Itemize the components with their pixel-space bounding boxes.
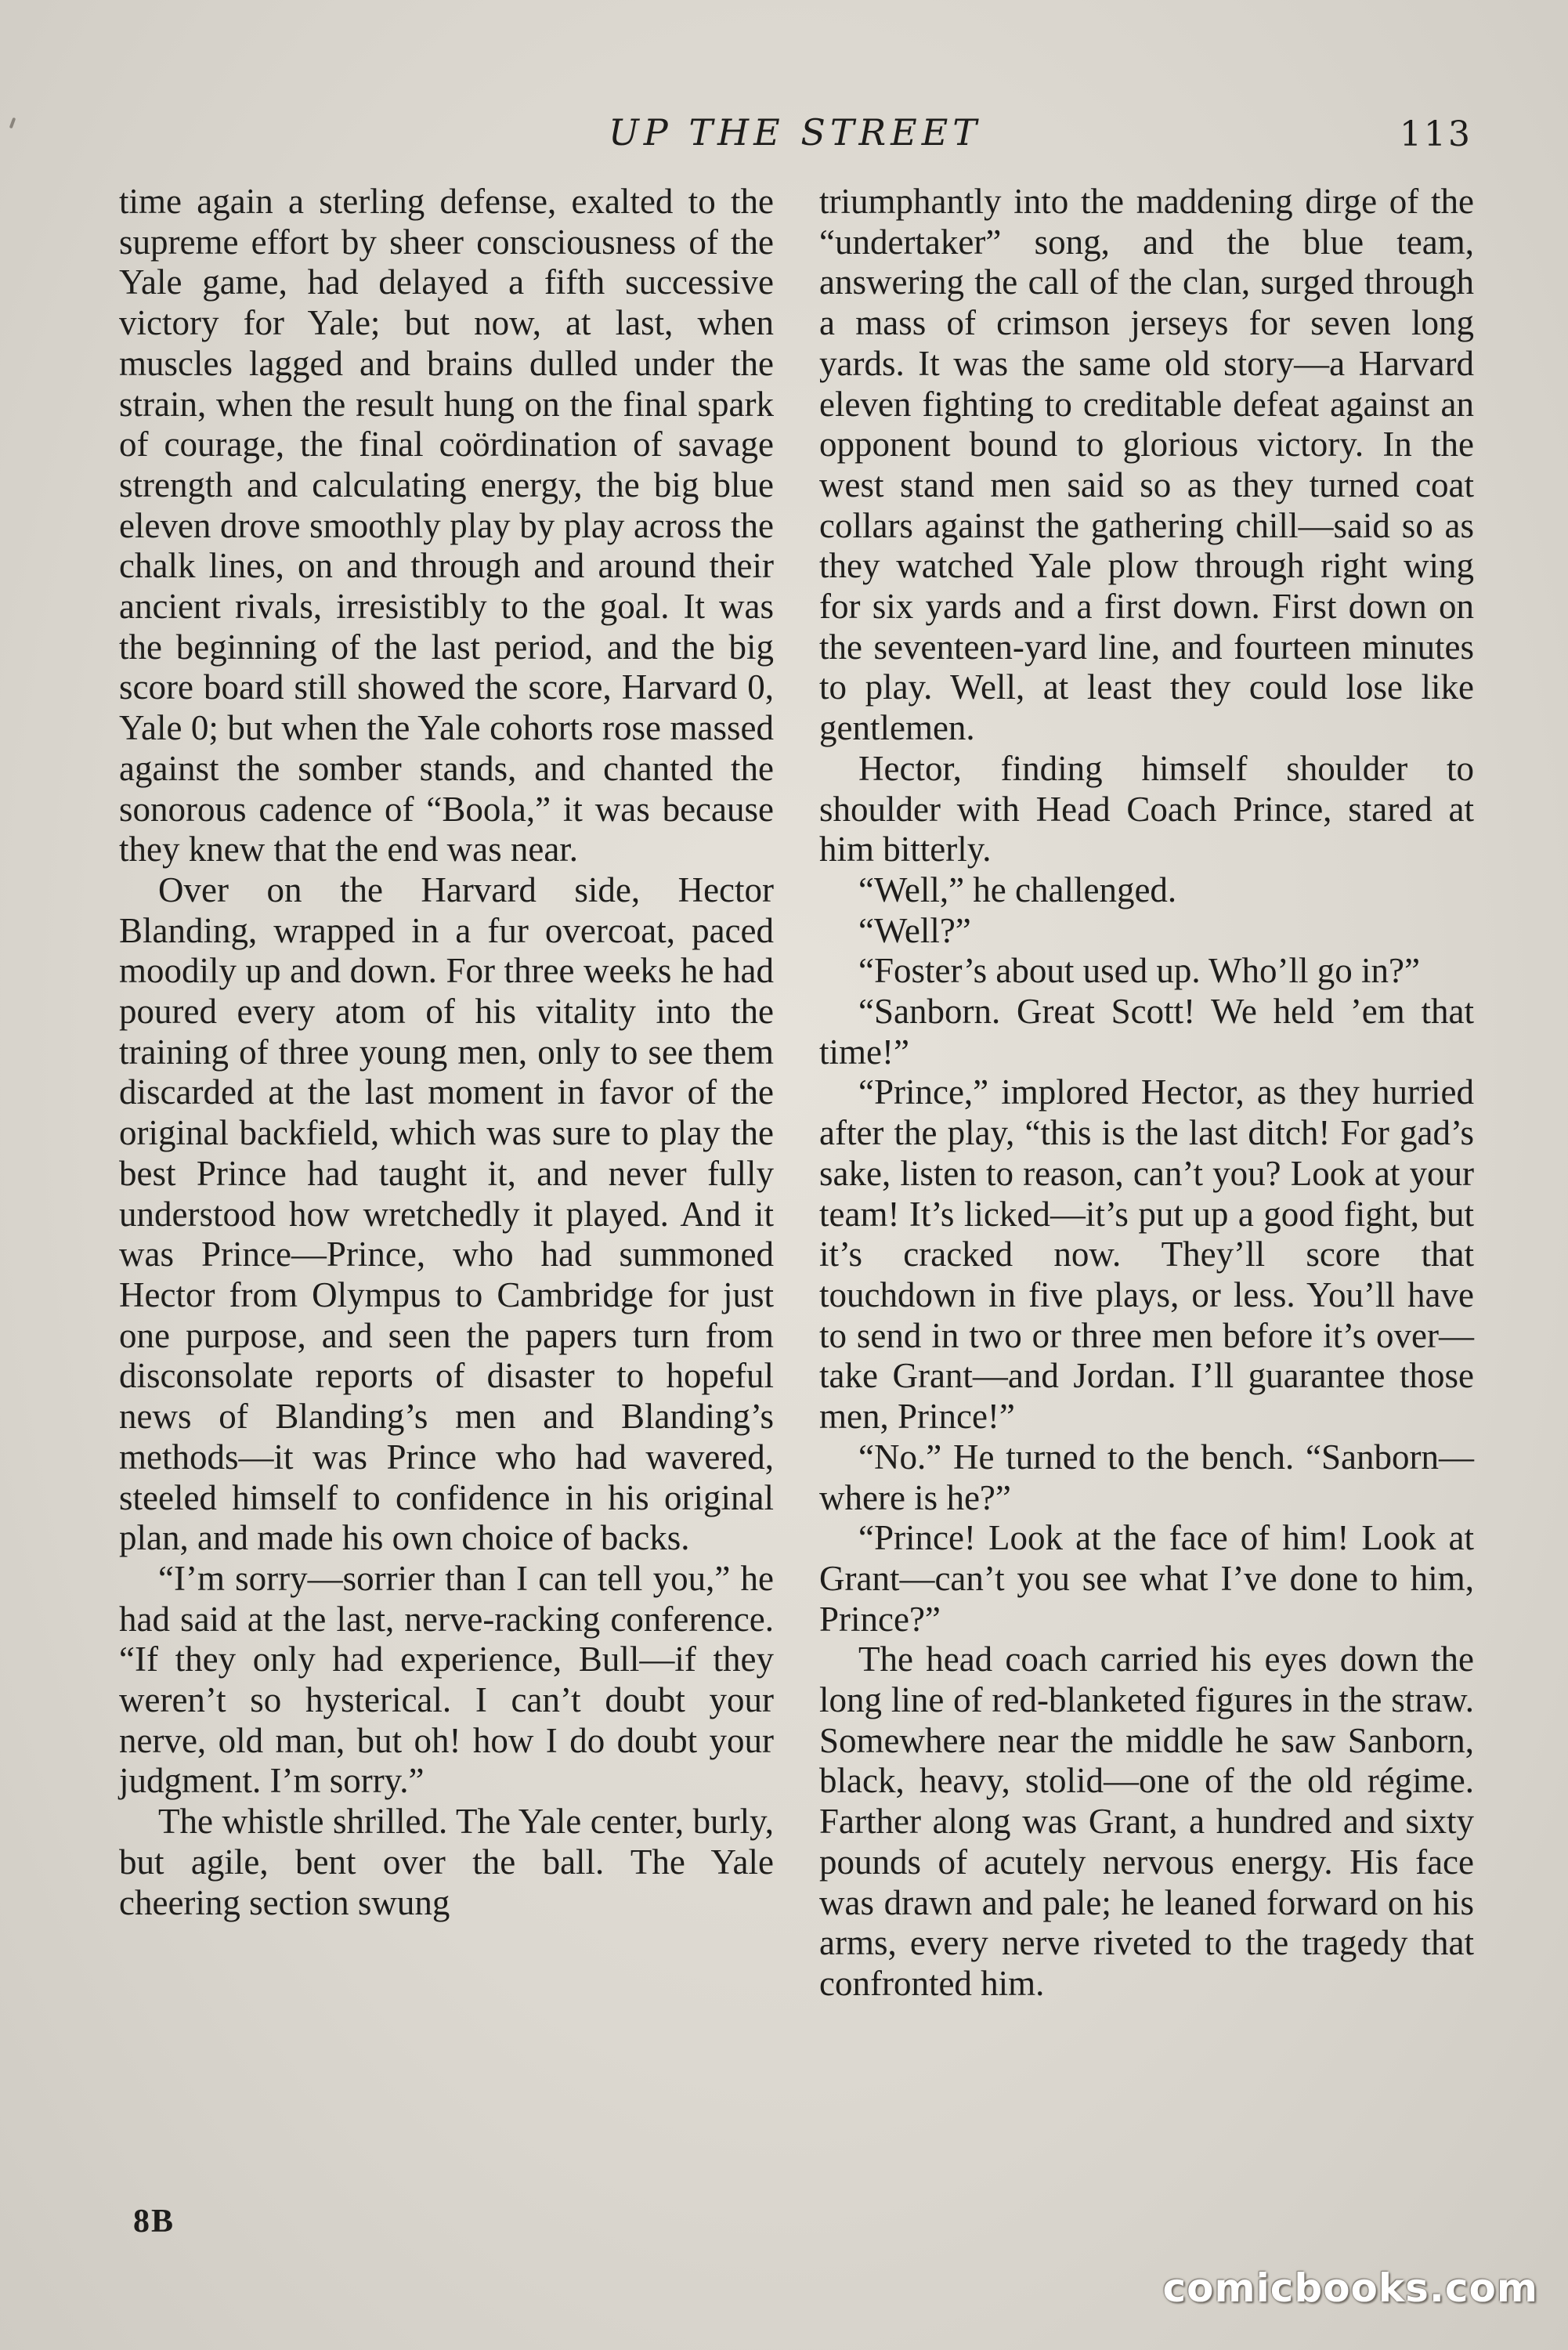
running-header [117,111,1472,158]
paragraph: time again a sterling defense, exalted to the supreme effort by sheer consciousness of the Yale game, had delayed a fifth successive victory for Yale; but now, at last, when muscles lagged and brains dulled under the strain, when the result hung on the final spark of courage, the final coördination of savage strength and calculating energy, the big blue eleven drove smoothly play by play across the chalk lines, on and through and around their ancient rivals, irresistibly to the goal. It was the beginning of the last period, and the big score board still showed the score, Harvard 0, Yale 0; but when the Yale cohorts rose massed against the somber stands, and chanted the sonorous cadence of “Boola,” it was because they knew that the end was near. [119,182,774,870]
page-number: 113 [1400,114,1472,154]
paragraph: “Prince,” implored Hector, as they hurried after the play, “this is the last ditch! For gad’s sake, listen to reason, can’t you? Look at your team! It’s licked—it’s put up a good fight, but it’s cracked now. They’ll score that touchdown in five plays, or less. You’ll have to send in two or three men before it’s over—take Grant—and Jordan. I’ll guarantee those men, Prince!” [819,1072,1474,1437]
paragraph: “Well?” [858,910,971,950]
paragraph: “Well,” he challenged. [858,870,1177,909]
site-watermark: comicbooks.com [1162,2265,1538,2311]
paragraph: The whistle shrilled. The Yale center, burly, but agile, bent over the ball. The Yale cheering section swung [119,1802,774,1922]
signature-mark: 8B [133,2204,175,2240]
paragraph: The head coach carried his eyes down the long line of red-blanketed figures in the straw. Somewhere near the middle he saw Sanborn, black, heavy, stolid—one of the old régime. Farther along was Grant, a hundred and sixty pounds of acutely nervous energy. His face was drawn and pale; he leaned forward on his arms, every nerve riveted to the tragedy that confronted him. [819,1640,1474,2003]
paragraph: triumphantly into the maddening dirge of the “undertaker” song, and the blue team, answering the call of the clan, surged through a mass of crimson jerseys for seven long yards. It was the same old story—a Harvard eleven fighting to creditable defeat against an opponent bound to glorious victory. In the west stand men said so as they turned coat collars against the gathering chill—said so as they watched Yale plow through right wing for six yards and a first down. First down on the seventeen-yard line, and fourteen minutes to play. Well, at least they could lose like gentlemen. [819,182,1474,748]
paragraph: “I’m sorry—sorrier than I can tell you,” he had said at the last, nerve-racking conference. “If they only had experience, Bull—if they weren’t so hysterical. I can’t doubt your nerve, old man, but oh! how I do doubt your judgment. I’m sorry.” [119,1558,774,1801]
paragraph: “No.” He turned to the bench. “Sanborn—where is he?” [819,1437,1474,1517]
paragraph: “Prince! Look at the face of him! Look at Grant—can’t you see what I’ve done to him, Prince?” [819,1518,1474,1639]
running-title: UP THE STREET [608,111,981,154]
paragraph: “Sanborn. Great Scott! We held ’em that time!” [819,992,1474,1072]
right-text-column [819,182,1474,2005]
left-text-column [119,182,774,1923]
paragraph: Hector, finding himself shoulder to shoulder with Head Coach Prince, stared at him bitterly. [819,748,1474,870]
paragraph: “Foster’s about used up. Who’ll go in?” [858,951,1420,991]
paragraph: Over on the Harvard side, Hector Blanding, wrapped in a fur overcoat, paced moodily up and down. For three weeks he had poured every atom of his vitality into the training of three young men, only to see them discarded at the last moment in favor of the original backfield, which was sure to play the best Prince had taught it, and never fully understood how wretchedly it played. And it was Prince—Prince, who had summoned Hector from Olympus to Cambridge for just one purpose, and seen the papers turn from disconsolate reports of disaster to hopeful news of Blanding’s men and Blanding’s methods—it was Prince who had wavered, steeled himself to confidence in his original plan, and made his own choice of backs. [119,870,774,1558]
page-blemish [9,118,16,129]
